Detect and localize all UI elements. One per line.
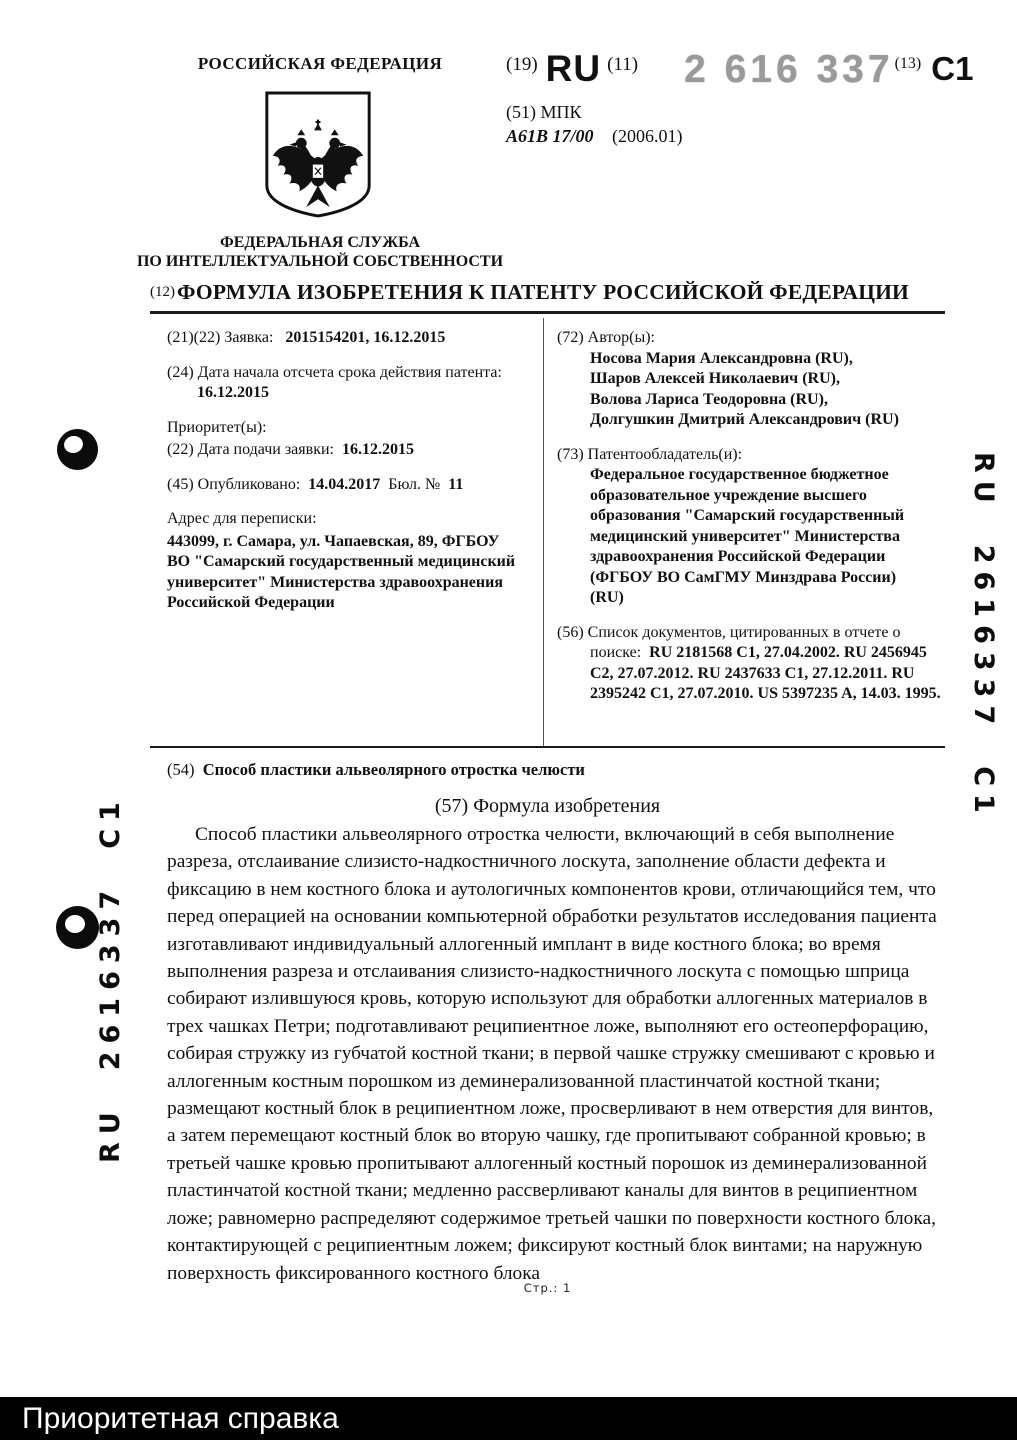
left-margin-patent-number: RU2616337C1 xyxy=(95,794,126,1163)
ipc-block xyxy=(506,100,683,148)
patent-holder: Федеральное государственное бюджетное образовательное учреждение высшего образования "Самарский государственный медицинский университет" Министерства здравоохранения Российской Федерации (ФГБОУ ВО СамГМУ Минздрава России) (RU) xyxy=(590,466,905,606)
claims-heading: (57) Формула изобретения xyxy=(434,795,661,817)
start-date-row: (24) Дата начала отсчета срока действия патента: 16.12.2015 xyxy=(167,363,502,401)
code-54-label: (54) xyxy=(167,760,195,779)
priority-reference-label: Приоритетная справка xyxy=(22,1401,339,1435)
address-label: Адрес для переписки: xyxy=(167,510,317,527)
patent-number: 2 616 337 xyxy=(684,48,894,91)
citations-row: (56) Список документов, цитированных в отчете о поиске: RU 2181568 C1, 27.04.2002. RU 2456945 C2, 27.07.2012. RU 2437633 C1, 27.12.2011. RU 2395242 C1, 27.07.2010. US 5397235 A, 14.03. 1995. xyxy=(557,623,941,702)
invention-title-row xyxy=(167,760,585,780)
invention-title: Способ пластики альвеолярного отростка челюсти xyxy=(202,760,585,779)
kind-code: C1 xyxy=(931,50,974,87)
ipc-version: (2006.01) xyxy=(612,126,683,146)
bibliographic-section xyxy=(150,314,945,746)
authors-label: (72) Автор(ы): xyxy=(557,329,655,346)
country-name: РОССИЙСКАЯ ФЕДЕРАЦИЯ xyxy=(197,54,443,73)
authors-list xyxy=(557,349,945,431)
document-title-row xyxy=(150,280,950,305)
code-19-label: (19) xyxy=(506,54,538,75)
punch-hole-mark xyxy=(57,429,98,470)
author-item: Носова Мария Александровна (RU), xyxy=(590,349,853,367)
document-title: ФОРМУЛА ИЗОБРЕТЕНИЯ К ПАТЕНТУ РОССИЙСКОЙ ФЕДЕРАЦИИ xyxy=(177,280,909,304)
left-bibliographic-column xyxy=(150,314,543,746)
filing-date-row: (22) Дата подачи заявки: 16.12.2015 xyxy=(167,441,414,458)
horizontal-rule xyxy=(150,746,945,748)
published-row: (45) Опубликовано: 14.04.2017 Бюл. № 11 xyxy=(167,475,464,493)
coat-of-arms-icon xyxy=(257,88,379,220)
claim-text: Способ пластики альвеолярного отростка челюсти, включающий в себя выполнение разреза, отслаивание слизисто-надкостничного лоскута, заполнение области дефекта и фиксацию в нем костного блока и аутологичных компонентов крови, отличающийся тем, что перед операцией на основании компьютерной обработки результатов исследования пациента изготавливают индивидуальный аллогенный имплант в виде костного блока; во время выполнения разреза и отслаивания слизисто-надкостничного лоскута с помощью шприца собирают излившуюся кровь, которую используют для обработки аллогенных материалов в трех чашках Петри; подготавливают реципиентное ложе, выполняют его остеоперфорацию, собирая стружку из губчатой костной ткани; в первой чашке стружку смешивают с кровью и аллогенным костным порошком из деминерализованной пластинчатой костной ткани; размещают костный блок в реципиентном ложе, просверливают в нем отверстия для винтов, а затем перемещают костный блок во вторую чашку, где пропитывают собранной кровью; в третьей чашке кровью пропитывают аллогенный костный порошок из деминерализованной пластинчатой костной ткани; медленно рассверливают каналы для винтов в реципиентном ложе; равномерно распределяют содержимое третьей чашки по поверхности костного блока, контактирующей с реципиентным ложем; фиксируют костный блок винтами; на наружную поверхность фиксированного костного блока xyxy=(167,824,937,1284)
punch-hole-mark xyxy=(56,906,99,949)
holder-label: (73) Патентообладатель(и): xyxy=(557,445,743,463)
priority-row: Приоритет(ы): xyxy=(167,418,267,436)
country-code: RU xyxy=(545,48,602,89)
page-number: Стр.: 1 xyxy=(523,1281,572,1295)
agency-name: ФЕДЕРАЛЬНАЯ СЛУЖБА ПО ИНТЕЛЛЕКТУАЛЬНОЙ СОБСТВЕННОСТИ xyxy=(136,234,504,270)
application-row: (21)(22) Заявка: 2015154201, 16.12.2015 xyxy=(167,329,446,346)
right-margin-patent-number: RU2616337C1 xyxy=(968,452,999,821)
code-12-label: (12) xyxy=(150,284,175,300)
author-item: Долгушкин Дмитрий Александрович (RU) xyxy=(590,411,899,428)
correspondence-address: 443099, г. Самара, ул. Чапаевская, 89, ФГБОУ ВО "Самарский государственный медицинский университет" Министерства здравоохранения Российской Федерации xyxy=(167,532,516,611)
author-item: Волова Лариса Теодоровна (RU), xyxy=(590,390,828,408)
code-11-label: (11) xyxy=(607,54,639,75)
ipc-class: A61B 17/00 xyxy=(506,126,594,146)
priority-reference-bar xyxy=(0,1397,1017,1440)
author-item: Шаров Алексей Николаевич (RU), xyxy=(590,370,840,387)
ipc-label: (51) МПК xyxy=(506,102,582,122)
publication-number-line xyxy=(506,48,974,91)
right-bibliographic-column xyxy=(544,314,945,746)
code-13-label: (13) xyxy=(894,55,922,72)
